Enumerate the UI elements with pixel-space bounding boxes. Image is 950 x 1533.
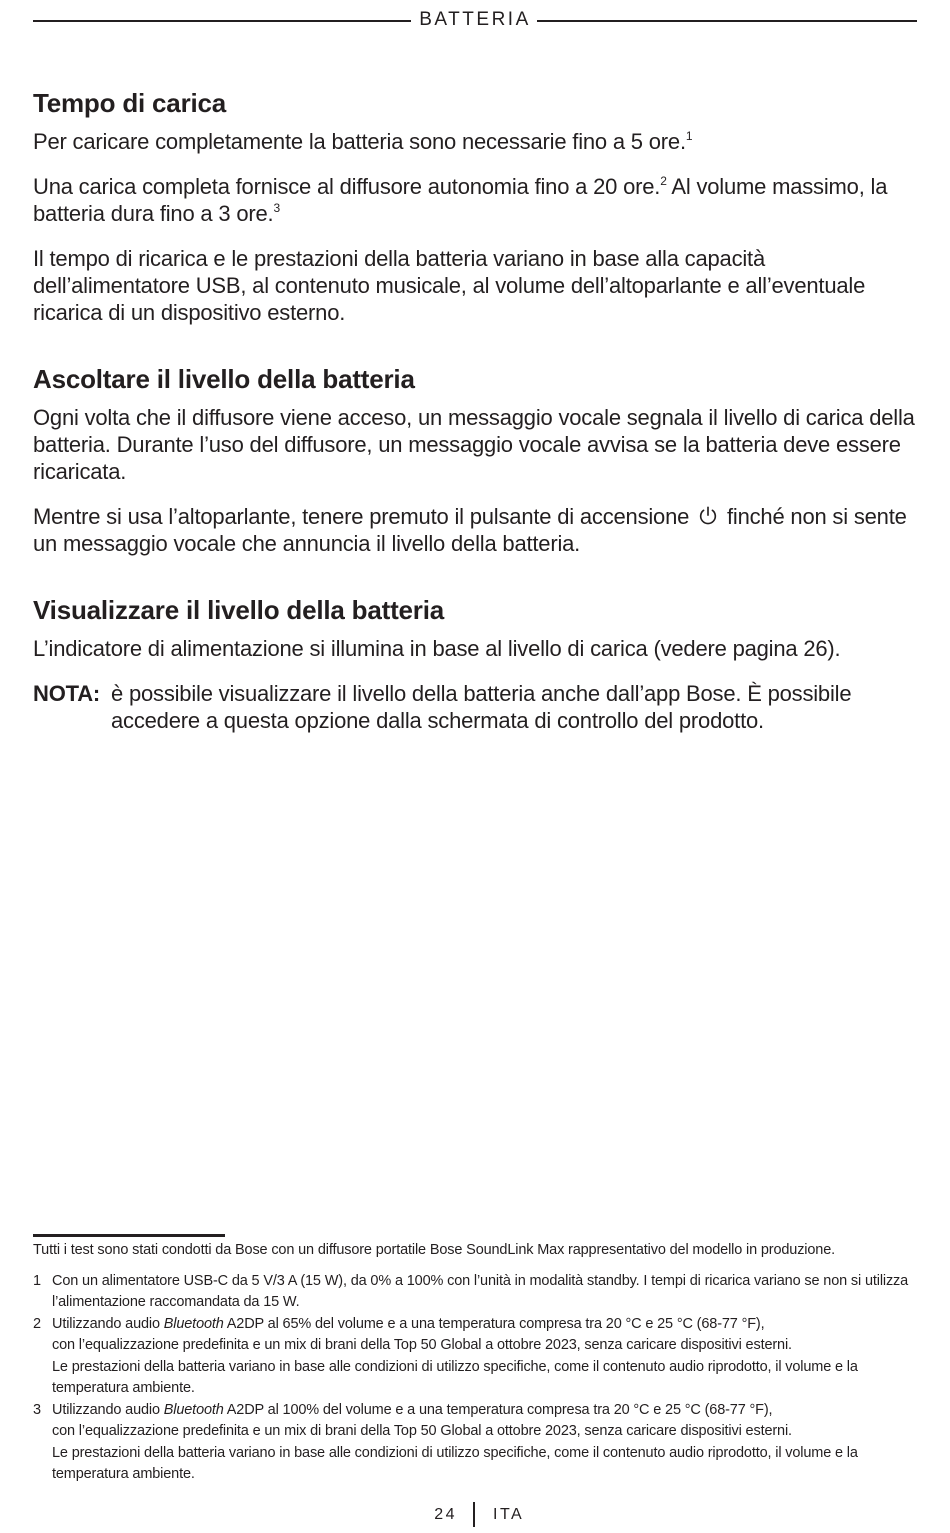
page-header — [33, 8, 917, 32]
paragraph-charge-variation: Il tempo di ricarica e le prestazioni della batteria variano in base alla capacità dell’alimentatore USB, al contenuto musicale, al volume dell’altoparlante e all’eventuale ricarica di un dispositivo esterno. — [33, 246, 866, 325]
main-content — [33, 86, 923, 734]
footnote-ref-1: 1 — [685, 129, 693, 143]
footnote-3 — [33, 1400, 923, 1486]
footer-divider — [473, 1502, 475, 1527]
heading-listen-level: Ascoltare il livello della batteria — [33, 364, 415, 394]
paragraph-voice-prompt: Ogni volta che il diffusore viene acceso, un messaggio vocale segnala il livello di carica della batteria. Durante l’uso del diffusore, un messaggio vocale avvisa se la batteria deve essere ricaricata. — [33, 405, 915, 484]
header-rule-right — [537, 20, 917, 22]
section-title: BATTERIA — [33, 8, 917, 32]
language-code: ITA — [493, 1506, 525, 1523]
footnote-text: Con un alimentatore USB-C da 5 V/3 A (15 W), da 0% a 100% con l’unità in modalità standby. I tempi di ricarica variano se non si utilizza l’alimentazione raccomandata da 15 W. — [52, 1272, 909, 1310]
footnote-2 — [33, 1314, 923, 1400]
footnote-ref-2: 2 — [660, 174, 667, 188]
paragraph-power-indicator: L’indicatore di alimentazione si illumina in base al livello di carica (vedere pagina 26). — [33, 636, 841, 661]
paragraph-autonomy: Una carica completa fornisce al diffusore autonomia fino a 20 ore.$^2$ Al volume massimo, la batteria dura fino a 3 ore.$^3$ — [33, 174, 888, 226]
section-view-level — [33, 593, 923, 734]
section-charge-time — [33, 86, 923, 326]
page-footer — [0, 1502, 950, 1528]
paragraph-power-button: Mentre si usa l’altoparlante, tenere premuto il pulsante di accensione finché non si sente un messaggio vocale che annuncia il livello della batteria. — [33, 504, 907, 556]
power-icon — [697, 505, 719, 527]
page-number: 24 — [434, 1506, 457, 1523]
footnote-text: Utilizzando audio Bluetooth A2DP al 100% del volume e a una temperatura compresa tra 20 °C e 25 °C (68-77 °F), con l’equalizzazione predefinita e un mix di brani della Top 50 Global a ottobre 2023, senza caricare dispositivi esterni. Le prestazioni della batteria variano in base alle condizioni di utilizzo specifiche, come il contenuto audio riprodotto, il volume e la temperatura ambiente. — [52, 1401, 858, 1482]
footnote-text: Utilizzando audio Bluetooth A2DP al 65% del volume e a una temperatura compresa tra 20 °C e 25 °C (68-77 °F), con l’equalizzazione predefinita e un mix di brani della Top 50 Global a ottobre 2023, senza caricare dispositivi esterni. Le prestazioni della batteria variano in base alle condizioni di utilizzo specifiche, come il contenuto audio riprodotto, il volume e la temperatura ambiente. — [52, 1315, 858, 1396]
footnote-number: 2 — [33, 1315, 41, 1332]
note — [33, 680, 923, 734]
footnote-1 — [33, 1271, 923, 1314]
heading-charge-time: Tempo di carica — [33, 88, 227, 118]
footnote-rule — [33, 1234, 225, 1237]
paragraph-charge-full: Per caricare completamente la batteria sono necessarie fino a 5 ore.$^1$ — [33, 129, 693, 154]
footnote-intro: Tutti i test sono stati condotti da Bose con un diffusore portatile Bose SoundLink Max rappresentativo del modello in produzione. — [33, 1242, 836, 1258]
heading-view-level: Visualizzare il livello della batteria — [33, 595, 444, 625]
footnote-ref-3: 3 — [273, 201, 280, 215]
note-text: è possibile visualizzare il livello della batteria anche dall’app Bose. È possibile accedere a questa opzione dalla schermata di controllo del prodotto. — [111, 681, 852, 733]
note-label: NOTA: — [33, 681, 101, 706]
footnote-number: 1 — [33, 1272, 41, 1289]
footnote-number: 3 — [33, 1401, 41, 1418]
footnotes — [33, 1240, 923, 1486]
section-listen-level — [33, 362, 923, 557]
